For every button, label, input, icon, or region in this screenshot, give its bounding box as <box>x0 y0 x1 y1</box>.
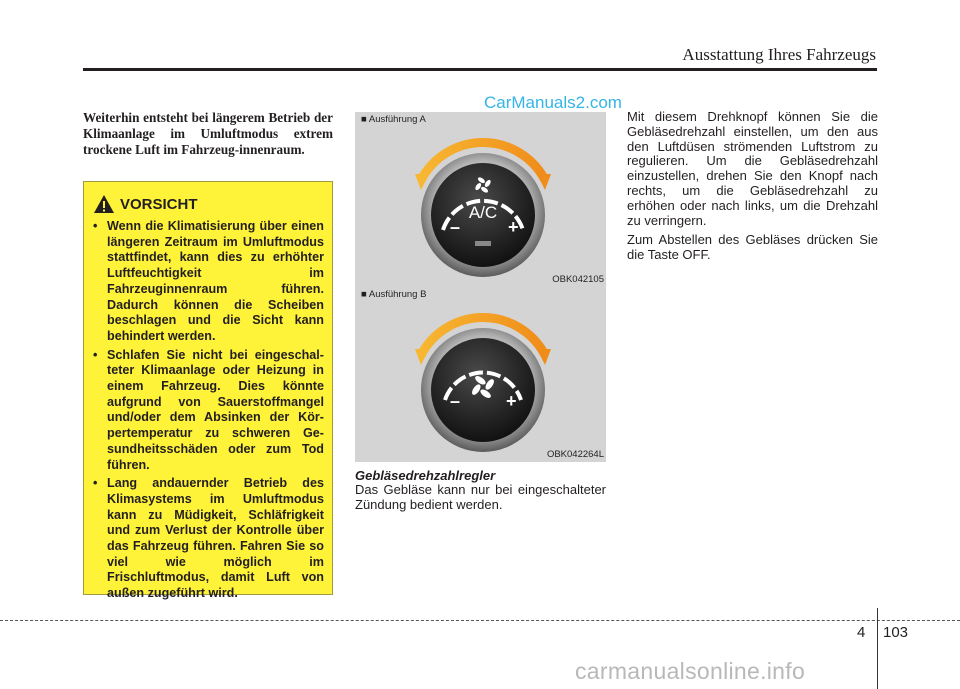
intro-paragraph: Weiterhin entsteht bei längerem Betrieb der Klimaanlage im Umluftmodus extrem trockene Luft im Fahrzeug-innenraum. <box>83 110 333 157</box>
section-caption: Gebläsedrehzahlregler <box>355 468 496 483</box>
minus-sign: – <box>450 391 461 411</box>
warning-box <box>83 181 333 601</box>
watermark-bottom: carmanualsonline.info <box>575 658 806 684</box>
warning-list <box>91 219 324 605</box>
running-header: Ausstattung Ihres Fahrzeugs <box>682 45 876 64</box>
body-paragraph: Zum Abstellen des Gebläses drücken Sie die Taste OFF. <box>627 232 878 263</box>
plus-sign: + <box>506 391 517 411</box>
ac-label: A/C <box>468 203 498 222</box>
warning-item: • Wenn die Klimatisierung über einen längeren Zeitraum im Umluftmodus stattfindet, kann dies zu erhöhter Luftfeuchtigkeit im Fahrzeuginnenraum führen. Dadurch können die Scheiben beschlagen und die Sicht kann behindert werden. <box>93 219 324 343</box>
indicator-led <box>475 241 491 246</box>
warning-triangle-icon <box>93 194 115 214</box>
figure-a-label: ■ Ausführung A <box>361 114 426 125</box>
footer-divider <box>877 608 878 689</box>
warning-title: VORSICHT <box>120 195 198 213</box>
figure-a-code: OBK042105 <box>552 274 604 285</box>
section-description: Das Gebläse kann nur bei eingeschalteter Zündung bedient werden. <box>355 482 606 512</box>
figure-b-label: ■ Ausführung B <box>361 289 427 300</box>
section-number: 4 <box>857 624 866 641</box>
minus-sign: – <box>450 217 461 237</box>
plus-sign: + <box>508 217 519 237</box>
header-rule <box>83 68 877 71</box>
page-number: 103 <box>883 624 909 641</box>
body-paragraph: Mit diesem Drehknopf können Sie die Gebläsedrehzahl einstellen, um den aus den Luftdüsen strömenden Luftstrom zu regulieren. Um die Gebläsedrehzahl einzustellen, drehen Sie den Knopf nach rechts, um die Gebläsedrehzahl zu erhöhen oder nach links, um die Drehzahl zu verringern. <box>627 109 878 228</box>
figure-variant-a <box>355 112 606 287</box>
warning-item: • Lang andauernder Betrieb des Klimasystems im Umluftmodus kann zu Müdigkeit, Schläfrigkeit und zum Verlust der Kontrolle über das Fahrzeug führen. Fahren Sie so viel wie möglich im Frischluftmodus, damit Luft von außen zugeführt wird. <box>93 476 324 601</box>
figure-variant-b <box>355 287 606 462</box>
footer-rule <box>0 620 960 621</box>
blower-knob-b-illustration <box>413 305 553 455</box>
watermark-top: CarManuals2.com <box>484 93 622 112</box>
warning-header <box>93 194 198 214</box>
figure-b-code: OBK042264L <box>546 449 604 460</box>
blower-knob-a-illustration <box>413 130 553 280</box>
warning-item: • Schlafen Sie nicht bei eingeschal-teter Klimaanlage oder Heizung in einem Fahrzeug. Dies könnte aufgrund von Sauerstoffmangel und/oder dem Absinken der Kör-pertemperatur zu schweren Ge-sundheitsschäden oder zum Tod führen. <box>93 347 324 472</box>
right-column <box>627 110 878 268</box>
